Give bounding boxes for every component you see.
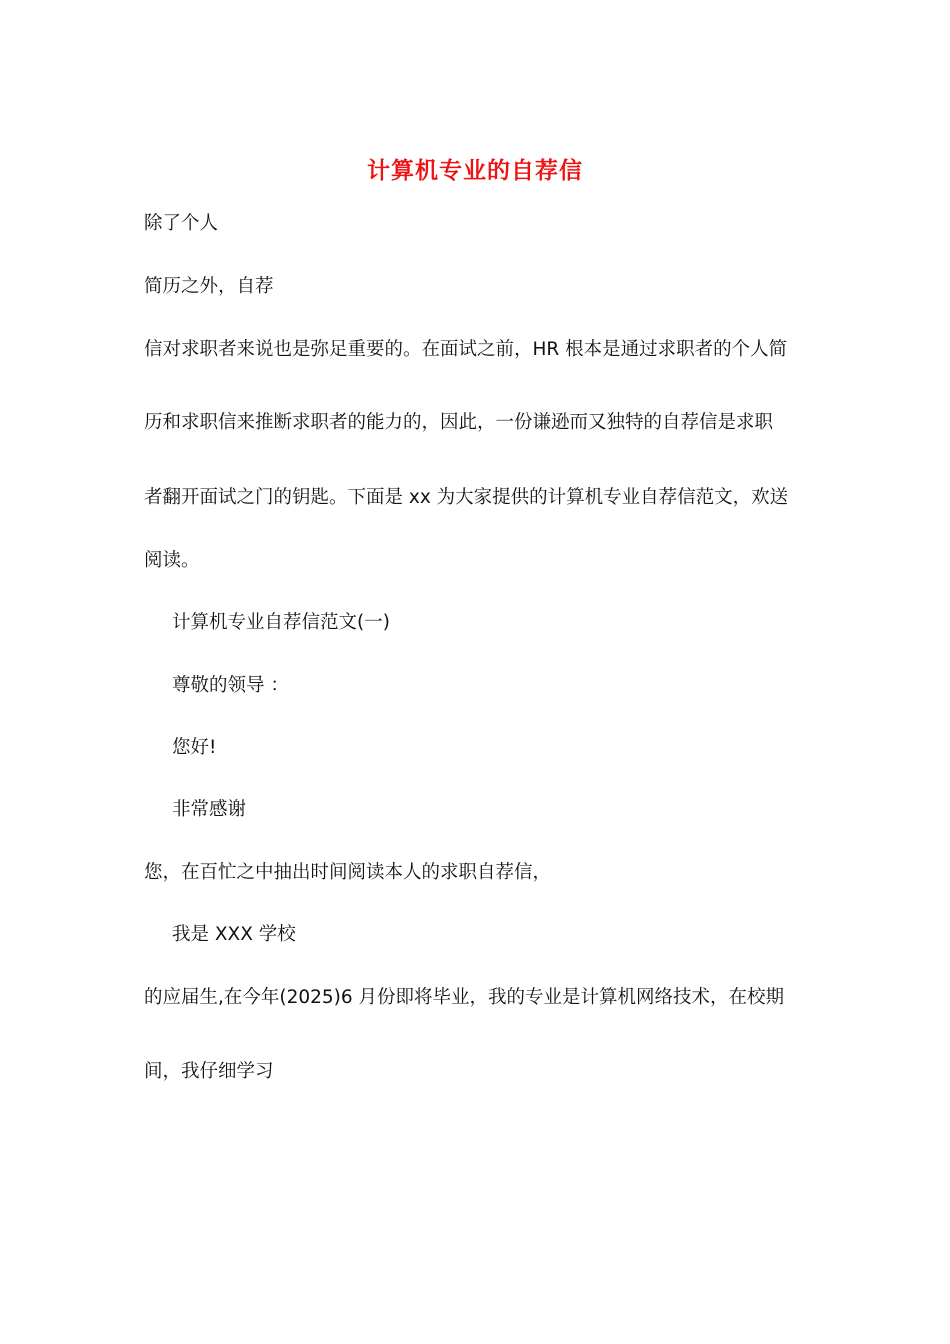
salutation: 尊敬的领导 ： [172,675,289,696]
paragraph-line: 我是 XXX 学校 [172,924,296,945]
paragraph-line: 间，我仔细学习 [144,1061,274,1082]
paragraph-line: 历和求职信来推断求职者的能力的，因此，一份谦逊而又独特的自荐信是求职 [144,412,774,433]
paragraph-line: 阅读。 [144,550,200,571]
paragraph-line: 您，在百忙之中抽出时间阅读本人的求职自荐信， [144,862,552,883]
paragraph-line: 者翻开面试之门的钥匙。下面是 xx 为大家提供的计算机专业自荐信范文，欢送 [144,487,789,508]
paragraph-line: 信对求职者来说也是弥足重要的。在面试之前，HR 根本是通过求职者的个人简 [144,339,788,360]
document-title: 计算机专业的自荐信 [367,158,583,184]
paragraph-line: 的应届生,在今年(2025)6 月份即将毕业，我的专业是计算机网络技术，在校期 [144,987,785,1008]
letter-heading: 计算机专业自荐信范文(一) [172,612,390,633]
paragraph-line: 简历之外，自荐 [144,276,274,297]
greeting: 您好! [172,737,217,758]
paragraph-line: 非常感谢 [172,799,247,820]
paragraph-line: 除了个人 [144,213,219,234]
